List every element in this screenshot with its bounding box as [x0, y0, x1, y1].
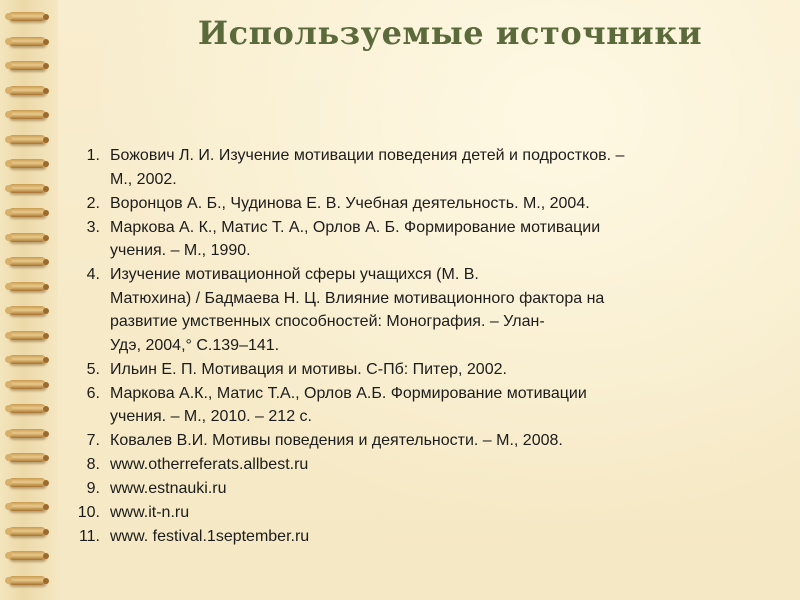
- source-text-line: Маркова А.К., Матис Т.А., Орлов А.Б. Формирование мотивации: [110, 384, 587, 402]
- binding-ring-icon: [8, 380, 46, 389]
- binding-ring-icon: [8, 527, 46, 536]
- source-number: 4.: [86, 266, 100, 283]
- source-text-line: Маркова А. К., Матис Т. А., Орлов А. Б. Формирование мотивации: [110, 218, 601, 236]
- binding-ring-icon: [8, 355, 46, 364]
- source-item: [86, 453, 775, 477]
- source-text-line: М., 2002.: [110, 170, 177, 188]
- sources-list: [77, 144, 775, 549]
- source-number: 8.: [86, 456, 100, 473]
- source-text-line: www.otherreferats.allbest.ru: [110, 456, 309, 473]
- source-item: [77, 501, 775, 525]
- source-item: [86, 144, 775, 191]
- binding-ring-icon: [8, 576, 46, 585]
- source-text-line: Божович Л. И. Изучение мотивации поведения детей и подростков. –: [110, 147, 625, 164]
- binding-ring-icon: [8, 404, 46, 413]
- source-number: 3.: [86, 218, 100, 236]
- slide-title: Используемые источники: [197, 14, 703, 52]
- source-text-line: Изучение мотивационной сферы учащихся (М. В.: [110, 266, 479, 283]
- source-item: [78, 525, 775, 549]
- source-text-line: развитие умственных способностей: Монография. – Улан-: [110, 313, 545, 330]
- spiral-binding: [0, 0, 58, 600]
- binding-ring-icon: [8, 37, 46, 46]
- binding-ring-icon: [8, 135, 46, 144]
- binding-ring-icon: [8, 12, 46, 21]
- binding-ring-icon: [8, 306, 46, 315]
- source-item: [86, 382, 775, 429]
- source-item: [86, 216, 775, 263]
- source-text-line: Матюхина) / Бадмаева Н. Ц. Влияние мотивационного фактора на: [110, 289, 605, 307]
- source-text-line: Ильин Е. П. Мотивация и мотивы. С-Пб: Питер, 2002.: [110, 360, 507, 378]
- binding-ring-icon: [8, 478, 46, 487]
- source-text-line: www.estnauki.ru: [110, 480, 227, 497]
- binding-ring-icon: [8, 233, 46, 242]
- binding-ring-icon: [8, 184, 46, 193]
- binding-ring-icon: [8, 453, 46, 462]
- source-text-line: www. festival.1september.ru: [110, 528, 310, 545]
- source-item: [86, 192, 775, 216]
- binding-ring-icon: [8, 86, 46, 95]
- source-text-line: Ковалев В.И. Мотивы поведения и деятельности. – М., 2008.: [110, 432, 563, 449]
- source-item: [86, 429, 775, 453]
- source-item: [86, 477, 775, 501]
- binding-ring-icon: [8, 110, 46, 119]
- source-text-line: Удэ, 2004,° С.139–141.: [110, 336, 280, 354]
- source-item: [86, 358, 775, 382]
- binding-ring-icon: [8, 502, 46, 511]
- binding-ring-icon: [8, 208, 46, 217]
- source-number: 1.: [86, 147, 100, 164]
- source-item: [86, 263, 775, 357]
- source-text-line: www.it-n.ru: [110, 504, 190, 521]
- source-number: 10.: [77, 504, 100, 521]
- source-text-line: учения. – М., 2010. – 212 с.: [110, 408, 312, 425]
- source-text-line: учения. – М., 1990.: [110, 242, 251, 259]
- binding-ring-icon: [8, 61, 46, 70]
- binding-ring-icon: [8, 257, 46, 266]
- binding-ring-icon: [8, 429, 46, 438]
- binding-ring-icon: [8, 159, 46, 168]
- binding-ring-icon: [8, 331, 46, 340]
- binding-ring-icon: [8, 282, 46, 291]
- source-number: 7.: [86, 432, 100, 449]
- source-number: 11.: [78, 528, 100, 545]
- source-number: 5.: [86, 360, 100, 378]
- binding-ring-icon: [8, 551, 46, 560]
- source-number: 6.: [86, 384, 100, 402]
- source-number: 9.: [86, 480, 100, 497]
- source-number: 2.: [86, 194, 100, 212]
- source-text-line: Воронцов А. Б., Чудинова Е. В. Учебная деятельность. М., 2004.: [110, 194, 590, 212]
